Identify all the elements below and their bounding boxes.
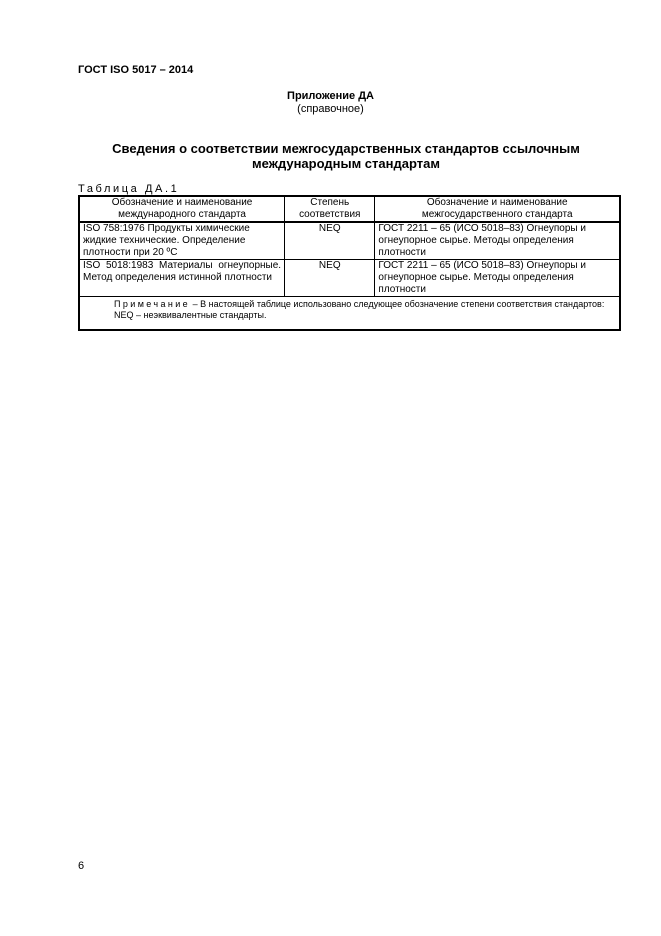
cell-degree: NEQ	[285, 260, 375, 297]
table-row	[79, 260, 620, 297]
note-text: – В настоящей таблице использовано следующее обозначение степени соответствия стандартов:	[190, 299, 605, 309]
appendix-title: Приложение ДА	[287, 90, 374, 102]
appendix-subtitle: (справочное)	[297, 103, 364, 115]
table-note	[79, 297, 620, 331]
note-item: NEQ – неэквивалентные стандарты.	[114, 310, 267, 320]
main-title: Сведения о соответствии межгосударственных стандартов ссылочным международным стандартам	[112, 141, 580, 171]
table-row	[79, 222, 620, 260]
table-caption: Таблица ДА.1	[78, 183, 180, 195]
header-degree: Степень соответствия	[285, 196, 375, 222]
cell-interstate-standard: ГОСТ 2211 – 65 (ИСО 5018–83) Огнеупоры и огнеупорное сырье. Методы определения плотности	[375, 260, 620, 297]
page-number: 6	[78, 860, 85, 872]
table-note-row	[79, 297, 620, 331]
cell-degree: NEQ	[285, 222, 375, 260]
correspondence-table	[78, 195, 621, 331]
correspondence-table-wrapper	[78, 195, 621, 331]
note-label: Примечание	[114, 299, 191, 309]
header-interstate-standard: Обозначение и наименование межгосударственного стандарта	[375, 196, 620, 222]
table-header-row	[79, 196, 620, 222]
cell-intl-standard: ISO 5018:1983 Материалы огнеупорные. Метод определения истинной плотности	[79, 260, 285, 297]
document-code: ГОСТ ISO 5017 – 2014	[78, 64, 194, 76]
header-intl-standard: Обозначение и наименование международного стандарта	[79, 196, 285, 222]
cell-interstate-standard: ГОСТ 2211 – 65 (ИСО 5018–83) Огнеупоры и огнеупорное сырье. Методы определения плотности	[375, 222, 620, 260]
cell-intl-standard: ISO 758:1976 Продукты химические жидкие технические. Определение плотности при 20 ºС	[79, 222, 285, 260]
